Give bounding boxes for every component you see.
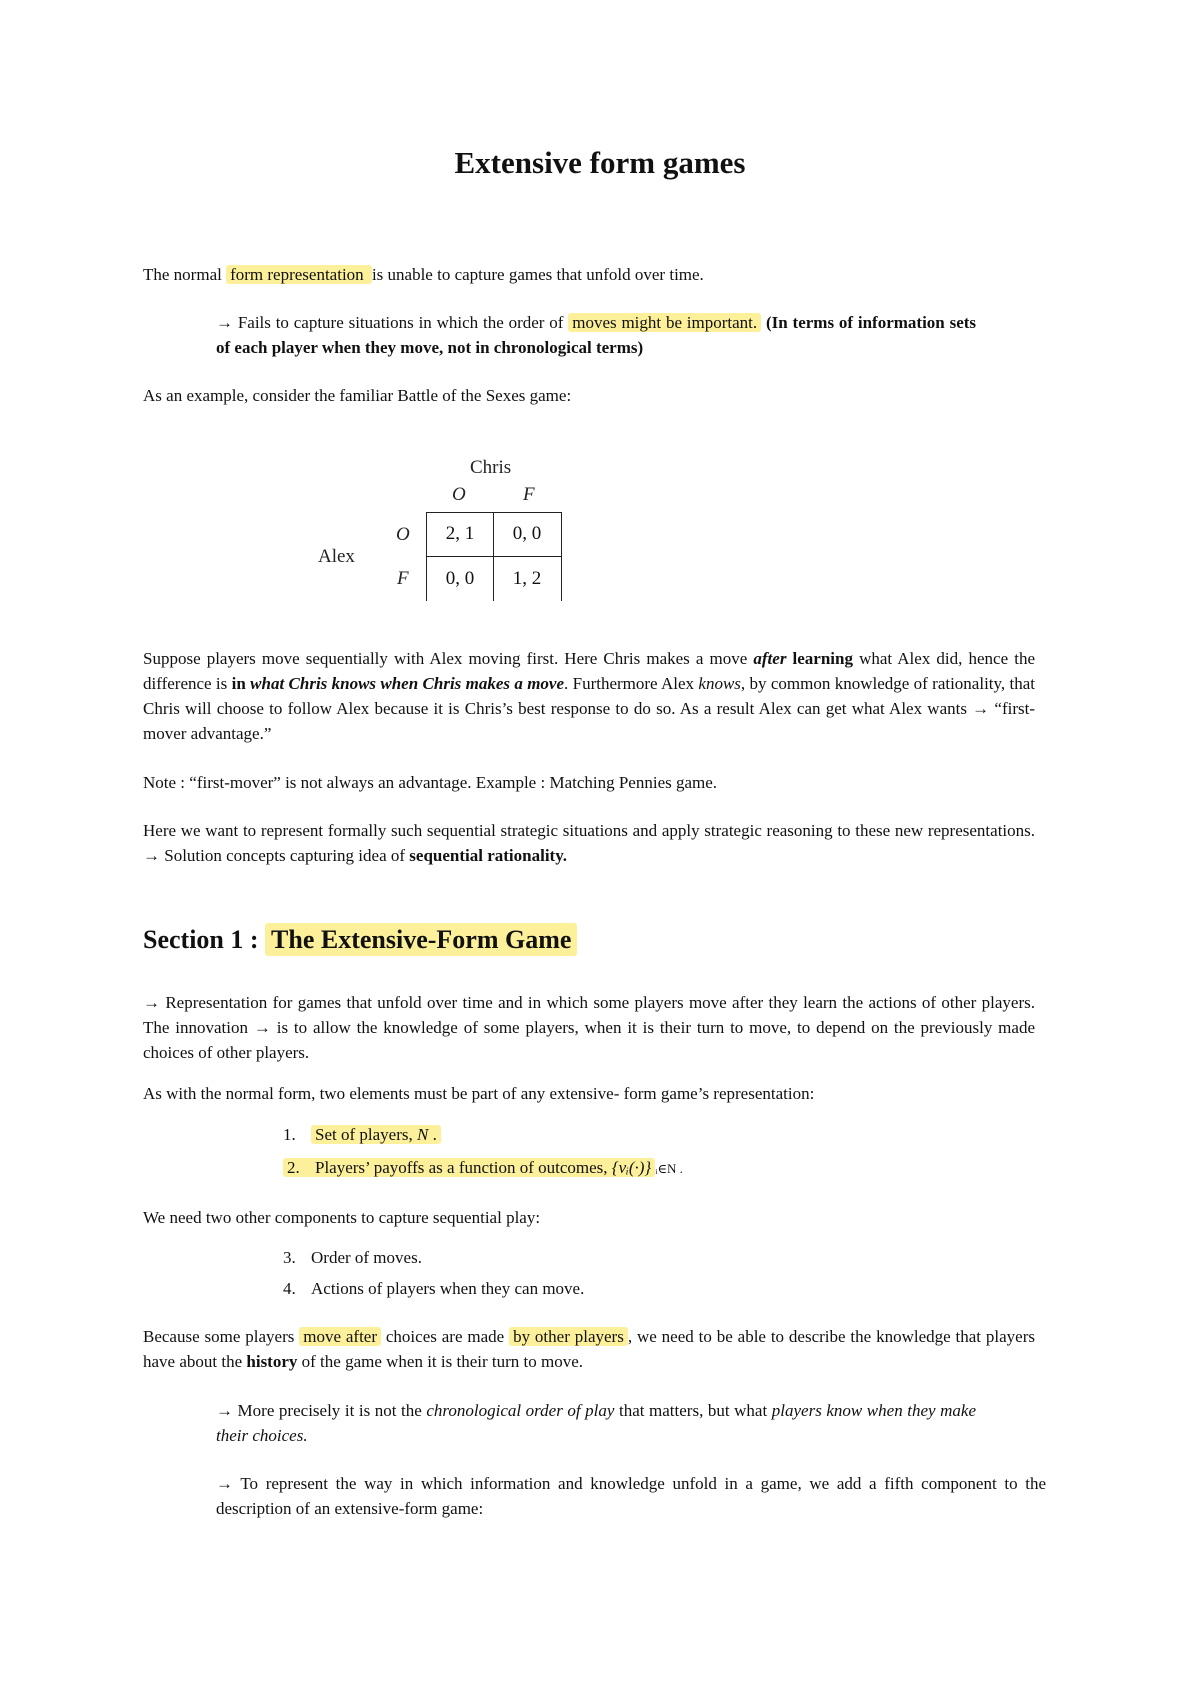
paragraph-fails: → Fails to capture situations in which the order of moves might be important. (In terms of information sets of each player when they move, not in chronological terms) <box>216 313 977 357</box>
paragraph-components: We need two other components to capture sequential play: <box>143 1208 541 1227</box>
row-label: O <box>396 524 410 545</box>
paragraph-normal-form: As with the normal form, two elements must be part of any extensive- form game’s representation: <box>143 1084 815 1103</box>
matrix-cell: 0, 0 <box>445 568 475 589</box>
paragraph-knowledge: Because some players move after choices are made by other players , we need to be able to describe the knowledge that players have about the history of the game when it is their turn to move. <box>143 1327 1035 1371</box>
paragraph-note: Note : “first-mover” is not always an advantage. Example : Matching Pennies game. <box>143 773 718 792</box>
paragraph-fifth-component: → To represent the way in which information and knowledge unfold in a game, we add a fifth component to the description of an extensive-form game: <box>216 1474 1046 1518</box>
paragraph-representation: → Representation for games that unfold over time and in which some players move after they learn the actions of other players. The innovation → is to allow the knowledge of some players, when it is their turn to move, to depend on the previously made choices of other players. <box>143 993 1035 1062</box>
page-title: Extensive form games <box>454 145 746 180</box>
matrix-grid <box>426 512 562 601</box>
highlight: by other players <box>509 1327 628 1346</box>
list-item: 2. Players’ payoffs as a function of outcomes, {vᵢ(·)} ᵢ∈N . <box>283 1155 683 1181</box>
highlight: move after <box>299 1327 381 1346</box>
row-player-label: Alex <box>318 546 355 567</box>
highlight: 2. Players’ payoffs as a function of outcomes, {vᵢ(·)} <box>283 1158 655 1177</box>
list-item: 4. Actions of players when they can move. <box>283 1279 585 1298</box>
highlight: Set of players, N . <box>311 1125 441 1144</box>
col-player-label: Chris <box>470 457 512 478</box>
col-label: F <box>523 484 535 505</box>
paragraph-precisely: → More precisely it is not the chronological order of play that matters, but what players know when they make their choices. <box>216 1401 976 1445</box>
highlight: moves might be important. <box>568 313 761 332</box>
highlight: The Extensive-Form Game <box>265 923 577 956</box>
matrix-cell: 1, 2 <box>512 568 542 589</box>
section-heading: Section 1 : The Extensive-Form Game <box>143 925 577 955</box>
paragraph-intro: The normal form representation is unable to capture games that unfold over time. <box>143 265 704 284</box>
matrix-cell: 0, 0 <box>512 523 542 544</box>
highlight: form representation <box>226 265 372 284</box>
row-label: F <box>397 568 409 589</box>
paragraph-example: As an example, consider the familiar Battle of the Sexes game: <box>143 386 572 405</box>
list-item: 3. Order of moves. <box>283 1248 422 1267</box>
col-label: O <box>452 484 466 505</box>
list-item: 1. Set of players, N . <box>283 1122 441 1147</box>
paragraph-represent: Here we want to represent formally such sequential strategic situations and apply strategic reasoning to these new representations. → Solution concepts capturing idea of sequential rationality. <box>143 821 1035 865</box>
matrix-cell: 2, 1 <box>445 523 475 544</box>
paragraph-sequential: Suppose players move sequentially with Alex moving first. Here Chris makes a move after learning what Alex did, hence the difference is in what Chris knows when Chris makes a move. Furthermore Alex knows, by common knowledge of rationality, that Chris will choose to follow Alex because it is Chris’s best response to do so. As a result Alex can get what Alex wants → “first-mover advantage.” <box>143 649 1036 743</box>
